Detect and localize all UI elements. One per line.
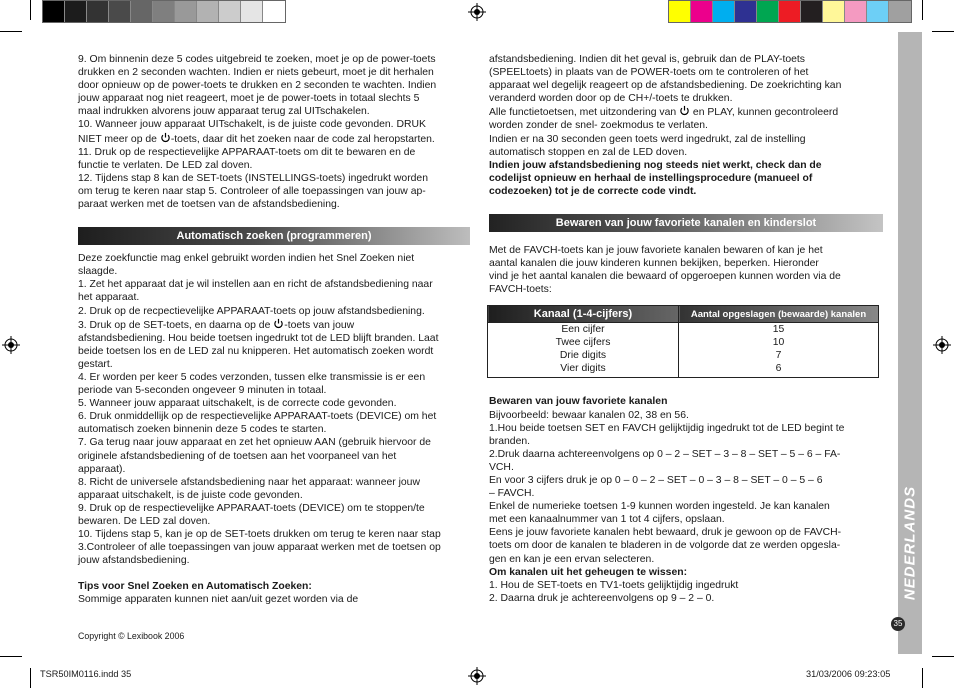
text-line: (SPEELtoets) in plaats van de POWER-toets om te controleren of het bbox=[489, 67, 809, 79]
section-header-auto-search: Automatisch zoeken (programmeren) bbox=[78, 227, 470, 245]
color-swatch bbox=[153, 1, 175, 22]
text-line: paraat werken met de toetsen van de afstandsbediening. bbox=[78, 199, 340, 211]
color-swatch bbox=[263, 1, 285, 22]
text-line: Met de FAVCH-toets kan je jouw favoriete kanalen bewaren of kan je het bbox=[489, 245, 823, 257]
color-swatch bbox=[43, 1, 65, 22]
color-swatch bbox=[131, 1, 153, 22]
auto-search-lines-a bbox=[78, 252, 470, 317]
color-swatch bbox=[779, 1, 801, 22]
table-row bbox=[488, 336, 879, 349]
text-line: 9. Druk op de respectievelijke APPARAAT-toets (DEVICE) om te stoppen/te bbox=[78, 502, 425, 514]
left-column bbox=[78, 53, 470, 607]
erase-title: Om kanalen uit het geheugen te wissen: bbox=[489, 566, 688, 578]
power-icon bbox=[160, 132, 171, 143]
text-line: om terug te keren naar stap 5. Controleer of alle toepassingen van jouw ap- bbox=[78, 185, 426, 197]
auto-search-lines-b bbox=[78, 332, 470, 568]
text-line: 9. Om binnenin deze 5 codes uitgebreid te zoeken, moet je op de power-toets bbox=[78, 54, 436, 65]
text-line: codelijst opnieuw en herhaal de instellingsprocedure (manueel of bbox=[489, 172, 813, 184]
text-line: 2. Daarna druk je achtereenvolgens op 9 – 2 – 0. bbox=[489, 592, 715, 604]
save-steps bbox=[489, 409, 883, 566]
text-line: apparaat uitschakelt, is de juiste code gevonden. bbox=[78, 489, 303, 501]
color-swatch bbox=[219, 1, 241, 22]
registration-mark-icon bbox=[2, 336, 20, 354]
crop-mark bbox=[0, 31, 22, 32]
continued-paragraph bbox=[489, 53, 883, 105]
text-line: jouw apparaat nog niet reageert, moet je de power-toets in totaal slechts 5 bbox=[78, 93, 420, 105]
color-swatch bbox=[691, 1, 713, 22]
registration-mark-icon bbox=[468, 3, 486, 21]
text-line: gen en kan je een ervan selecteren. bbox=[489, 553, 655, 565]
text-line: VCH. bbox=[489, 461, 514, 473]
table-cell-count: 15 bbox=[679, 323, 879, 337]
registration-mark-icon bbox=[933, 336, 951, 354]
text-line: branden. bbox=[489, 435, 531, 447]
crop-mark bbox=[922, 0, 923, 20]
table-cell-count: 10 bbox=[679, 336, 879, 349]
text-line: 1.Hou beide toetsen SET en FAVCH gelijktijdig ingedrukt tot de LED begint te bbox=[489, 422, 845, 434]
tips-title: Tips voor Snel Zoeken en Automatisch Zoeken: bbox=[78, 581, 312, 593]
color-swatch bbox=[241, 1, 263, 22]
text-line: periode van 5-seconden ongeveer 9 minuten in totaal. bbox=[78, 385, 327, 397]
text-line: veranderd worden door op de CH+/-toets te drukken. bbox=[489, 93, 733, 105]
text-line: aantal kanalen die jouw kinderen kunnen bekijken, beperken. Hieronder bbox=[489, 258, 819, 270]
text-line: afstandsbediening. Indien dit het geval is, gebruik dan de PLAY-toets bbox=[489, 54, 805, 65]
page-number: 35 bbox=[891, 617, 905, 631]
table-cell-channel: Twee cijfers bbox=[488, 336, 679, 349]
text-line: afstandsbediening. Hou beide toetsen ingedrukt tot de LED blijft branden. Laat bbox=[78, 332, 439, 344]
color-swatch bbox=[175, 1, 197, 22]
color-swatch bbox=[713, 1, 735, 22]
favorites-table bbox=[487, 305, 879, 378]
text-line: 2. Druk op de recpectievelijke APPARAAT-toets op jouw afstandsbediening. bbox=[78, 305, 425, 317]
text-line: Alle functietoetsen, met uitzondering van en PLAY, kunnen gecontroleerd bbox=[489, 107, 839, 119]
text-line: het apparaat. bbox=[78, 292, 140, 304]
crop-mark bbox=[932, 656, 954, 657]
continued-paragraph-2 bbox=[489, 119, 883, 158]
text-line: toets om door de kanalen te bladeren in de volgorde dat ze werden opgesla- bbox=[489, 540, 841, 552]
text-line: 8. Richt de universele afstandsbediening naar het apparaat: wanneer jouw bbox=[78, 476, 420, 488]
text-line: 10. Tijdens stap 5, kan je op de SET-toets drukken om terug te keren naar stap bbox=[78, 529, 441, 541]
color-swatch bbox=[823, 1, 845, 22]
text-line: door opnieuw op de power-toets te drukken en 2 seconden te wachten. Indien bbox=[78, 80, 437, 92]
text-line: codezoeken) tot je de correcte code vindt. bbox=[489, 185, 697, 197]
power-icon bbox=[679, 105, 690, 116]
text-line: 4. Er worden per keer 5 codes verzonden, tussen elke transmissie is er een bbox=[78, 371, 426, 383]
table-cell-count: 6 bbox=[679, 362, 879, 378]
text-line: 3. Druk op de SET-toets, en daarna op de -toets van jouw bbox=[78, 319, 355, 331]
text-line: vind je het aantal kanalen die bewaard of opgeroepen kunnen worden via de bbox=[489, 271, 841, 283]
table-row bbox=[488, 349, 879, 362]
text-line: – FAVCH. bbox=[489, 488, 535, 500]
color-swatch bbox=[669, 1, 691, 22]
text-line: NIET meer op de -toets, daar dit het zoeken naar de code zal heropstarten. bbox=[78, 133, 435, 145]
crop-mark bbox=[0, 656, 22, 657]
color-swatch bbox=[757, 1, 779, 22]
text-line: 3.Controleer of alle toepassingen van jouw apparaat werken met de toetsen op bbox=[78, 542, 441, 554]
text-line: 5. Wanneer jouw apparaat uitschakelt, is de correcte code gevonden. bbox=[78, 398, 397, 410]
text-line: slaagde. bbox=[78, 266, 118, 278]
text-line: 12. Tijdens stap 8 kan de SET-toets (INSTELLINGS-toets) ingedrukt worden bbox=[78, 172, 428, 184]
text-line: Deze zoekfunctie mag enkel gebruikt worden indien het Snel Zoeken niet bbox=[78, 253, 415, 265]
text-line: gestart. bbox=[78, 358, 113, 370]
text-line: worden zonder de snel- zoekmodus te verlaten. bbox=[489, 120, 708, 132]
grey-swatch-strip bbox=[42, 0, 286, 23]
crop-mark bbox=[922, 668, 923, 688]
table-cell-count: 7 bbox=[679, 349, 879, 362]
text-line: met een kanaalnummer van 1 tot 4 cijfers, opslaan. bbox=[489, 514, 725, 526]
footer-datetime: 31/03/2006 09:23:05 bbox=[806, 669, 891, 679]
color-swatch-strip bbox=[668, 0, 912, 23]
section-header-favorites: Bewaren van jouw favoriete kanalen en kinderslot bbox=[489, 214, 883, 232]
intro-paragraph bbox=[78, 53, 470, 132]
text-line: originele afstandsbediening of de toetsen aan het voorpaneel van het bbox=[78, 450, 397, 462]
text-line: Indien jouw afstandsbediening nog steeds niet werkt, check dan de bbox=[489, 159, 822, 171]
color-swatch bbox=[867, 1, 889, 22]
text-line: apparaat wel degelijk reageert op de afstandsbediening. De zoekrichting kan bbox=[489, 80, 842, 92]
table-row bbox=[488, 362, 879, 378]
table-cell-channel: Een cijfer bbox=[488, 323, 679, 337]
text-line: drukken en 2 seconden wachten. Indien er niets gebeurt, moet je dit herhalen bbox=[78, 67, 434, 79]
text-line: jouw afstandsbediening. bbox=[78, 555, 190, 567]
text-line: functie te verlaten. De LED zal doven. bbox=[78, 159, 253, 171]
table-cell-channel: Drie digits bbox=[488, 349, 679, 362]
text-line: 6. Druk onmiddellijk op de respectievelijke APPARAAT-toets (DEVICE) om het bbox=[78, 411, 437, 423]
text-line: 7. Ga terug naar jouw apparaat en zet het opnieuw AAN (gebruik hiervoor de bbox=[78, 437, 431, 449]
color-swatch bbox=[197, 1, 219, 22]
crop-mark bbox=[30, 0, 31, 20]
color-swatch bbox=[889, 1, 911, 22]
color-swatch bbox=[845, 1, 867, 22]
text-line: automatisch zoeken binnenin deze 5 codes te starten. bbox=[78, 424, 327, 436]
erase-steps bbox=[489, 579, 883, 605]
text-line: FAVCH-toets: bbox=[489, 284, 552, 296]
crop-mark bbox=[932, 31, 954, 32]
text-line: 1. Hou de SET-toets en TV1-toets gelijktijdig ingedrukt bbox=[489, 579, 739, 591]
text-line: Enkel de numerieke toetsen 1-9 kunnen worden ingesteld. Je kan kanalen bbox=[489, 501, 830, 513]
text-line: 1. Zet het apparaat dat je wil instellen aan en richt de afstandsbediening naar bbox=[78, 279, 433, 291]
table-row bbox=[488, 323, 879, 337]
save-title: Bewaren van jouw favoriete kanalen bbox=[489, 396, 668, 408]
text-line: 2.Druk daarna achtereenvolgens op 0 – 2 – SET – 3 – 8 – SET – 5 – 6 – FA- bbox=[489, 448, 841, 460]
color-swatch bbox=[801, 1, 823, 22]
text-line: En voor 3 cijfers druk je op 0 – 0 – 2 – SET – 0 – 3 – 8 – SET – 0 – 5 – 6 bbox=[489, 474, 823, 486]
favorites-intro bbox=[489, 244, 883, 296]
text-line: maal indrukken alvorens jouw apparaat terug zal UITschakelen. bbox=[78, 106, 370, 118]
power-icon bbox=[273, 318, 284, 329]
table-header-row bbox=[488, 306, 879, 323]
table-header-count: Aantal opgeslagen (bewaarde) kanalen bbox=[679, 306, 879, 323]
tips-line: Sommige apparaten kunnen niet aan/uit gezet worden via de bbox=[78, 594, 359, 606]
text-line: 10. Wanneer jouw apparaat UITschakelt, is de juiste code gevonden. DRUK bbox=[78, 119, 426, 131]
footer-filename: TSR50IM0116.indd 35 bbox=[40, 669, 132, 679]
color-swatch bbox=[109, 1, 131, 22]
color-swatch bbox=[65, 1, 87, 22]
text-line: beide toetsen los en de LED zal nu knipperen. Het automatisch zoeken wordt bbox=[78, 345, 434, 357]
right-column bbox=[489, 53, 883, 605]
bold-warning bbox=[489, 159, 883, 198]
text-line: 11. Druk op de respectievelijke APPARAAT-toets om dit te bewaren en de bbox=[78, 146, 416, 158]
text-line: apparaat). bbox=[78, 463, 126, 475]
text-line: Eens je jouw favoriete kanalen hebt bewaard, druk je gewoon op de FAVCH- bbox=[489, 527, 842, 539]
language-side-label: NEDERLANDS bbox=[901, 485, 919, 601]
text-line: Bijvoorbeeld: bewaar kanalen 02, 38 en 56. bbox=[489, 409, 689, 421]
crop-mark bbox=[30, 668, 31, 688]
text-line: bewaren. De LED zal doven. bbox=[78, 516, 211, 527]
copyright: Copyright © Lexibook 2006 bbox=[78, 631, 185, 641]
text-line: automatisch stoppen en zal de LED doven. bbox=[489, 146, 688, 158]
table-header-channel: Kanaal (1-4-cijfers) bbox=[488, 306, 679, 323]
intro-paragraph-2 bbox=[78, 146, 470, 211]
text-line: Indien er na 30 seconden geen toets werd ingedrukt, zal de instelling bbox=[489, 133, 806, 145]
color-swatch bbox=[735, 1, 757, 22]
color-swatch bbox=[87, 1, 109, 22]
table-cell-channel: Vier digits bbox=[488, 362, 679, 378]
registration-mark-icon bbox=[468, 667, 486, 685]
